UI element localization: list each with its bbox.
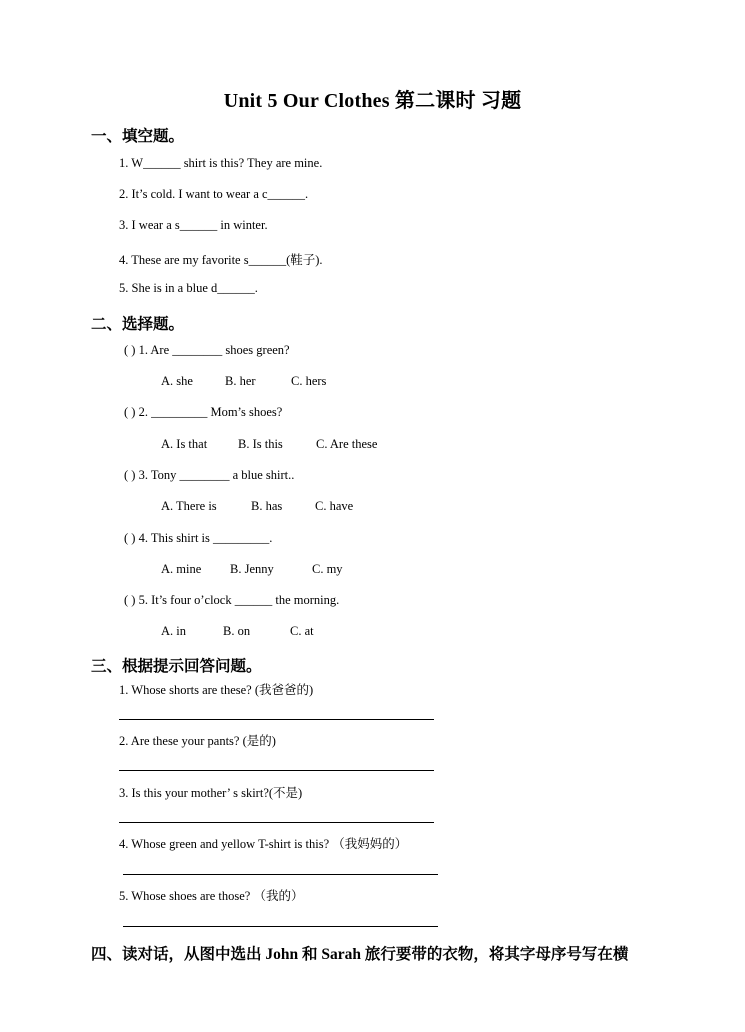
option-a: A. mine [161, 562, 202, 576]
answer-question: 4. Whose green and yellow T-shirt is this? （我妈妈的） [119, 837, 408, 851]
option-a: A. in [161, 624, 186, 638]
choice-question-stem: ( ) 1. Are ________ shoes green? [124, 343, 290, 357]
choice-options [161, 374, 326, 389]
option-c: C. have [315, 499, 354, 513]
choice-options [161, 624, 314, 639]
section-1-heading: 一、填空题。 [91, 128, 185, 145]
answer-line[interactable] [123, 874, 438, 875]
answer-question: 1. Whose shorts are these? (我爸爸的) [119, 683, 314, 697]
option-b: B. her [225, 374, 256, 388]
fill-blank-item: 1. W______ shirt is this? They are mine. [119, 156, 323, 170]
option-c: C. Are these [316, 437, 378, 451]
answer-line[interactable] [119, 822, 434, 823]
choice-options [161, 437, 377, 452]
option-b: B. on [223, 624, 251, 638]
option-c: C. at [290, 624, 314, 638]
answer-line[interactable] [119, 719, 434, 720]
option-b: B. has [251, 499, 283, 513]
fill-blank-item: 3. I wear a s______ in winter. [119, 218, 268, 232]
section-4-heading: 四、读对话，从图中选出 John 和 Sarah 旅行要带的衣物，将其字母序号写在横 [91, 946, 629, 963]
answer-line[interactable] [123, 926, 438, 927]
choice-question-stem: ( ) 4. This shirt is _________. [124, 531, 273, 545]
answer-question: 2. Are these your pants? (是的) [119, 734, 276, 748]
choice-question-stem: ( ) 2. _________ Mom’s shoes? [124, 405, 283, 419]
option-a: A. she [161, 374, 193, 388]
choice-question-stem: ( ) 5. It’s four o’clock ______ the morning. [124, 593, 340, 607]
choice-options [161, 499, 353, 514]
answer-question: 3. Is this your mother’ s skirt?(不是) [119, 786, 303, 800]
answer-line[interactable] [119, 770, 434, 771]
option-b: B. Jenny [230, 562, 274, 576]
section-3-heading: 三、根据提示回答问题。 [91, 658, 262, 675]
answer-question: 5. Whose shoes are those? （我的） [119, 889, 304, 903]
section-2-heading: 二、选择题。 [91, 316, 185, 333]
fill-blank-item: 4. These are my favorite s______(鞋子). [119, 253, 323, 267]
option-b: B. Is this [238, 437, 283, 451]
option-a: A. Is that [161, 437, 208, 451]
choice-options [161, 562, 343, 577]
option-c: C. hers [291, 374, 327, 388]
page-title: Unit 5 Our Clothes 第二课时 习题 [223, 90, 522, 112]
choice-question-stem: ( ) 3. Tony ________ a blue shirt.. [124, 468, 295, 482]
option-a: A. There is [161, 499, 217, 513]
fill-blank-item: 5. She is in a blue d______. [119, 281, 258, 295]
option-c: C. my [312, 562, 343, 576]
fill-blank-item: 2. It’s cold. I want to wear a c______. [119, 187, 309, 201]
